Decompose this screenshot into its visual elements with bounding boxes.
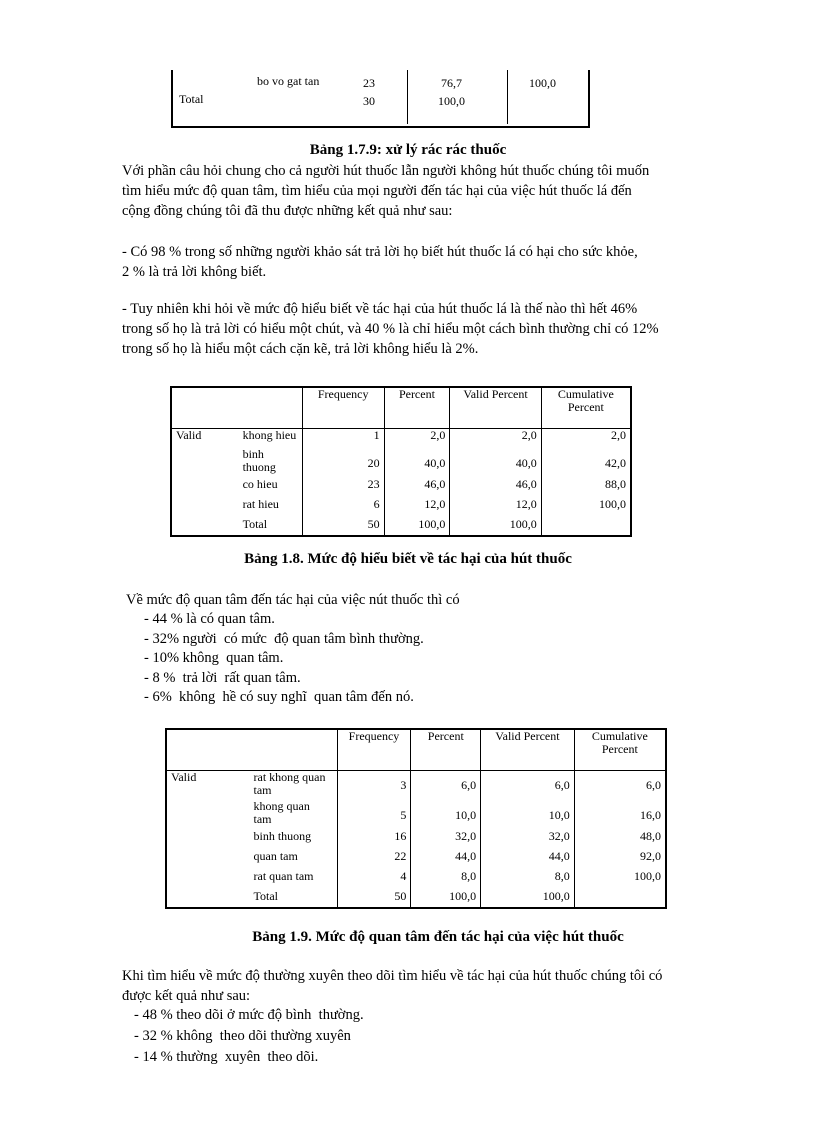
table-cell-frequency: 23 xyxy=(363,76,375,90)
table-top-fragment xyxy=(171,70,590,128)
cell-percent: 6,0 xyxy=(411,770,481,800)
cell-percent: 10,0 xyxy=(411,800,481,830)
follow-list xyxy=(134,1005,734,1068)
cell-valid-percent: 100,0 xyxy=(450,518,541,536)
list-item: - 48 % theo dõi ở mức độ bình thường. xyxy=(134,1007,364,1023)
cell-frequency: 6 xyxy=(302,498,384,518)
cell-percent: 100,0 xyxy=(384,518,450,536)
list-item: - 8 % trả lời rất quan tâm. xyxy=(144,669,301,686)
row-label: rat quan tam xyxy=(253,869,314,883)
header-blank xyxy=(171,387,302,428)
cell-valid-percent: 40,0 xyxy=(450,448,541,478)
cell-cumulative: 42,0 xyxy=(541,448,631,478)
text-line: - Có 98 % trong số những người khảo sát trả lời họ biết hút thuốc lá có hại cho sức khỏe, xyxy=(122,244,638,260)
cell-percent: 100,0 xyxy=(411,890,481,908)
row-label: quan tam xyxy=(253,849,298,863)
table-caption: Bảng 1.7.9: xử lý rác rác thuốc xyxy=(309,142,507,158)
cell-cumulative xyxy=(541,518,631,536)
cell-frequency: 5 xyxy=(337,800,411,830)
cell-frequency: 23 xyxy=(302,478,384,498)
cell-cumulative: 92,0 xyxy=(574,850,666,870)
list-item: - 14 % thường xuyên theo dõi. xyxy=(134,1049,319,1065)
text-line: Với phần câu hỏi chung cho cả người hút thuốc lẫn người không hút thuốc chúng tôi muốn xyxy=(122,163,650,179)
concern-list xyxy=(144,610,744,708)
cell-frequency: 4 xyxy=(337,870,411,890)
row-label: khong hieu xyxy=(242,427,297,442)
header-blank xyxy=(166,729,337,770)
header-valid-percent: Valid Percent xyxy=(450,387,541,428)
cell-frequency: 50 xyxy=(302,518,384,536)
text-line: - Tuy nhiên khi hỏi về mức độ hiểu biết về tác hại của hút thuốc lá là thế nào thì hết 46% xyxy=(122,301,638,317)
table-cell-label: bo vo gat tan xyxy=(257,74,320,88)
table-cell-valid-percent: 100,0 xyxy=(529,76,556,90)
cell-frequency: 16 xyxy=(337,830,411,850)
table-cell-percent: 76,7 xyxy=(441,76,462,90)
table-cell-label: Total xyxy=(179,92,204,106)
header-valid-percent: Valid Percent xyxy=(481,729,575,770)
cell-percent: 32,0 xyxy=(411,830,481,850)
text-line: 2 % là trả lời không biết. xyxy=(122,264,267,280)
text-line: Khi tìm hiểu về mức độ thường xuyên theo dõi tìm hiểu về tác hại của hút thuốc chúng tôi có xyxy=(122,968,663,984)
table-caption: Bảng 1.9. Mức độ quan tâm đến tác hại của việc hút thuốc xyxy=(252,929,624,945)
list-item: - 44 % là có quan tâm. xyxy=(144,611,275,627)
table-understanding xyxy=(170,386,632,537)
concern-intro: Về mức độ quan tâm đến tác hại của việc nút thuốc thì có xyxy=(126,592,460,608)
cell-cumulative: 16,0 xyxy=(574,800,666,830)
row-label: rat hieu xyxy=(242,497,279,511)
cell-frequency: 3 xyxy=(337,770,411,800)
text-line: được kết quả như sau: xyxy=(122,988,251,1004)
row-label: khong quan tam xyxy=(253,799,310,826)
list-item: - 32 % không theo dõi thường xuyên xyxy=(134,1028,351,1044)
cell-cumulative: 2,0 xyxy=(541,428,631,448)
header-cumulative-percent: Cumulative Percent xyxy=(541,387,631,428)
text-line: cộng đồng chúng tôi đã thu được những kết quả như sau: xyxy=(122,203,453,219)
cell-frequency: 50 xyxy=(337,890,411,908)
cell-valid-percent: 44,0 xyxy=(481,850,575,870)
cell-cumulative: 48,0 xyxy=(574,830,666,850)
header-percent: Percent xyxy=(384,387,450,428)
cell-valid-percent: 100,0 xyxy=(481,890,575,908)
cell-cumulative: 88,0 xyxy=(541,478,631,498)
table-cell-frequency: 30 xyxy=(363,94,375,108)
cell-valid-percent: 6,0 xyxy=(481,770,575,800)
paragraph-follow xyxy=(122,966,782,1006)
cell-cumulative: 6,0 xyxy=(574,770,666,800)
paragraph-awareness xyxy=(122,242,762,282)
group-label: Valid xyxy=(171,769,197,784)
table-concern xyxy=(165,728,667,909)
list-item: - 10% không quan tâm. xyxy=(144,650,284,666)
row-label: Total xyxy=(242,517,268,531)
cell-valid-percent: 10,0 xyxy=(481,800,575,830)
header-cumulative-percent: Cumulative Percent xyxy=(574,729,666,770)
header-frequency: Frequency xyxy=(337,729,411,770)
cell-percent: 46,0 xyxy=(384,478,450,498)
row-label: binh thuong xyxy=(253,829,312,843)
row-label: co hieu xyxy=(242,477,278,491)
group-label: Valid xyxy=(176,427,202,442)
cell-frequency: 20 xyxy=(302,448,384,478)
row-label: Total xyxy=(253,889,279,903)
cell-valid-percent: 46,0 xyxy=(450,478,541,498)
text-line: tìm hiểu mức độ quan tâm, tìm hiểu của mọi người đến tác hại của việc hút thuốc lá đến xyxy=(122,183,632,199)
cell-percent: 12,0 xyxy=(384,498,450,518)
cell-valid-percent: 8,0 xyxy=(481,870,575,890)
row-label: binh thuong xyxy=(242,447,276,474)
text-line: trong số họ là hiểu một cách cặn kẽ, trả lời không hiểu là 2%. xyxy=(122,341,479,357)
row-label: rat khong quan tam xyxy=(253,769,326,797)
cell-cumulative xyxy=(574,890,666,908)
list-item: - 32% người có mức độ quan tâm bình thường. xyxy=(144,630,424,647)
header-percent: Percent xyxy=(411,729,481,770)
list-item: - 6% không hề có suy nghĩ quan tâm đến nó. xyxy=(144,689,414,705)
cell-frequency: 1 xyxy=(302,428,384,448)
header-frequency: Frequency xyxy=(302,387,384,428)
cell-percent: 2,0 xyxy=(384,428,450,448)
cell-valid-percent: 12,0 xyxy=(450,498,541,518)
cell-percent: 8,0 xyxy=(411,870,481,890)
cell-cumulative: 100,0 xyxy=(541,498,631,518)
text-line: trong số họ là trả lời có hiểu một chút, và 40 % là chỉ hiểu một cách bình thường chỉ có 12% xyxy=(122,321,659,337)
cell-valid-percent: 2,0 xyxy=(450,428,541,448)
paragraph-intro xyxy=(122,161,762,221)
cell-valid-percent: 32,0 xyxy=(481,830,575,850)
cell-percent: 44,0 xyxy=(411,850,481,870)
table-cell-percent: 100,0 xyxy=(438,94,465,108)
cell-percent: 40,0 xyxy=(384,448,450,478)
paragraph-understanding xyxy=(122,299,782,359)
cell-frequency: 22 xyxy=(337,850,411,870)
table-caption: Bảng 1.8. Mức độ hiểu biết về tác hại của hút thuốc xyxy=(244,551,572,567)
cell-cumulative: 100,0 xyxy=(574,870,666,890)
